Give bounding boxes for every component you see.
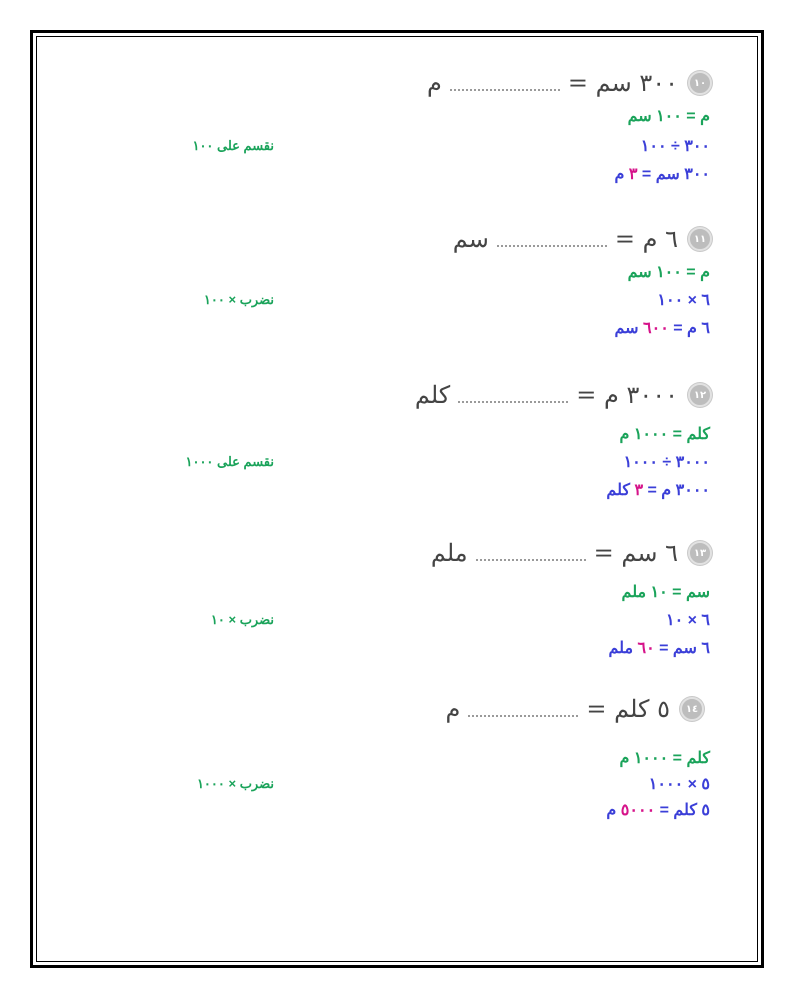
problem-14: [0, 692, 800, 842]
question-unit: كلم: [414, 381, 451, 409]
result-answer: ٣: [634, 482, 644, 499]
solution-operation: ٣٠٠ ÷ ١٠٠: [640, 138, 710, 155]
result-answer: ٣: [628, 166, 638, 183]
question-unit: سم: [452, 225, 489, 253]
method-note: نقسم على ١٠٠٠: [185, 454, 274, 469]
answer-blank[interactable]: [458, 387, 568, 403]
result-unit: سم: [614, 320, 639, 337]
question-unit: م: [427, 69, 442, 97]
question-unit: ملم: [430, 539, 468, 567]
result-unit: كلم: [606, 482, 630, 499]
result-prefix: ٦ م =: [673, 320, 710, 337]
problem-11: [0, 222, 800, 372]
result-prefix: ٣٠٠ سم =: [641, 166, 710, 183]
problem-12: [0, 378, 800, 528]
question-number-badge: ١٢: [688, 383, 712, 407]
question-expression: ٦ سم =: [593, 539, 678, 567]
solution-fact: كلم = ١٠٠٠ م: [619, 750, 710, 767]
method-note: نضرب × ١٠: [210, 612, 274, 627]
question-number-badge: ١٤: [680, 697, 704, 721]
result-prefix: ٣٠٠٠ م =: [647, 482, 710, 499]
answer-blank[interactable]: [497, 231, 607, 247]
solution-operation: ٥ × ١٠٠٠: [648, 776, 710, 793]
method-note: نضرب × ١٠٠٠: [196, 776, 274, 791]
question-expression: ٣٠٠٠ م =: [576, 381, 678, 409]
answer-blank[interactable]: [468, 701, 578, 717]
method-note: نقسم على ١٠٠: [192, 138, 274, 153]
question-line: [453, 222, 712, 256]
question-expression: ٥ كلم =: [586, 695, 670, 723]
solution-operation: ٦ × ١٠٠: [657, 292, 710, 309]
method-note: نضرب × ١٠٠: [203, 292, 274, 307]
solution-fact: سم = ١٠ ملم: [621, 584, 710, 601]
solution-fact: م = ١٠٠ سم: [627, 108, 710, 125]
solution-result: [606, 480, 710, 500]
result-answer: ٥٠٠٠: [620, 802, 656, 819]
solution-result: [609, 638, 711, 658]
question-expression: ٦ م =: [614, 225, 678, 253]
solution-fact: م = ١٠٠ سم: [627, 264, 710, 281]
question-line: [431, 536, 712, 570]
result-answer: ٦٠: [637, 640, 655, 657]
question-line: [427, 66, 712, 100]
question-line: [446, 692, 704, 726]
result-unit: م: [606, 802, 617, 819]
result-unit: م: [614, 166, 625, 183]
question-unit: م: [445, 695, 461, 723]
problem-10: [0, 66, 800, 216]
solution-operation: ٦ × ١٠: [665, 612, 710, 629]
solution-operation: ٣٠٠٠ ÷ ١٠٠٠: [623, 454, 710, 471]
solution-result: [615, 318, 710, 338]
question-number-badge: ١٣: [688, 541, 712, 565]
solution-fact: كلم = ١٠٠٠ م: [619, 426, 710, 443]
question-number-badge: ١٠: [688, 71, 712, 95]
answer-blank[interactable]: [450, 75, 560, 91]
result-unit: ملم: [608, 640, 634, 657]
question-number-badge: ١١: [688, 227, 712, 251]
result-prefix: ٥ كلم =: [659, 802, 710, 819]
answer-blank[interactable]: [476, 545, 586, 561]
result-prefix: ٦ سم =: [659, 640, 710, 657]
result-answer: ٦٠٠: [643, 320, 669, 337]
question-expression: ٣٠٠ سم =: [567, 69, 678, 97]
problem-13: [0, 536, 800, 686]
solution-result: [615, 164, 710, 184]
question-line: [415, 378, 712, 412]
solution-result: [606, 800, 710, 820]
